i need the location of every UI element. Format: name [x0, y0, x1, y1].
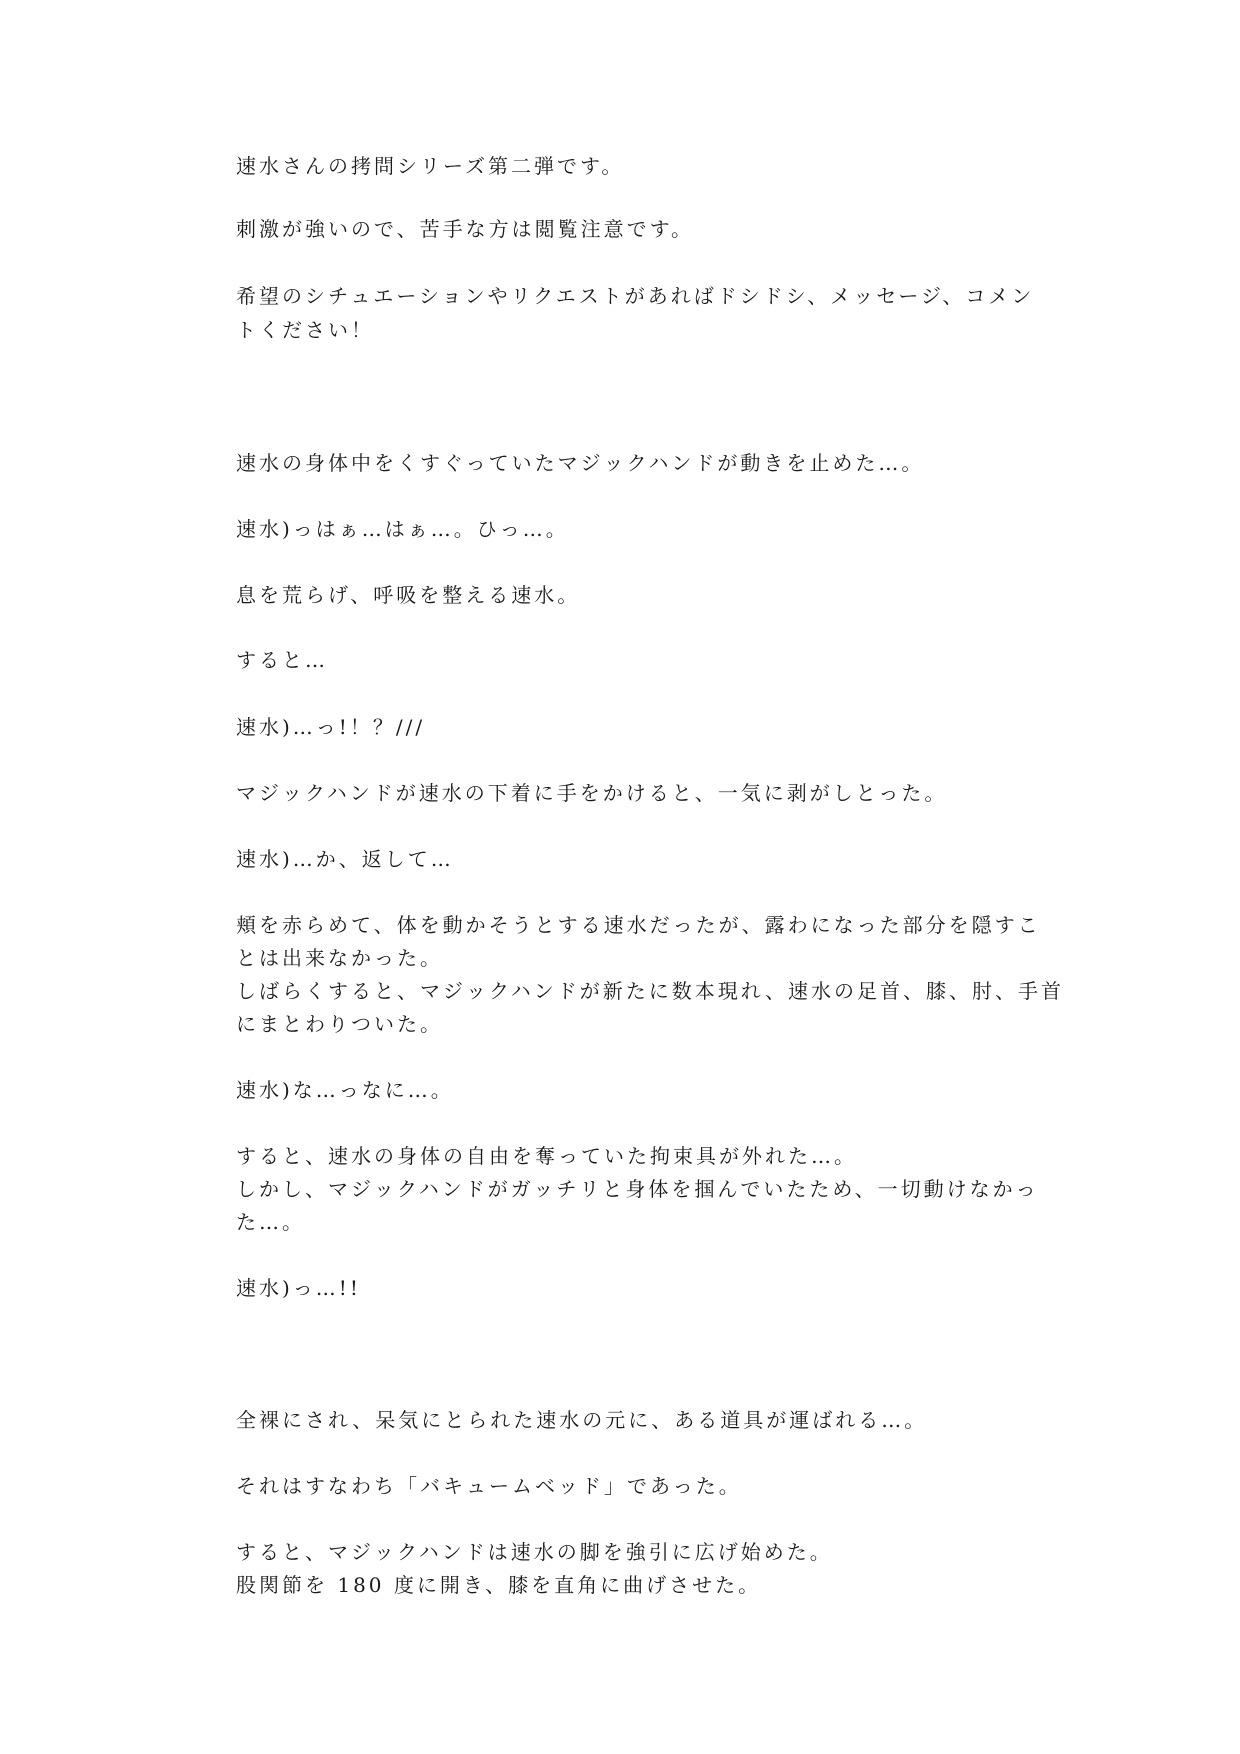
story-line-3: 息を荒らげ、呼吸を整える速水。 [236, 583, 581, 607]
story-line-18: それはすなわち「バキュームベッド」であった。 [236, 1474, 742, 1498]
story-line-8: 頬を赤らめて、体を動かそうとする速水だったが、露わになった部分を隠すこ [236, 913, 1041, 937]
story-line-4: すると… [236, 648, 328, 672]
story-line-13: すると、速水の身体の自由を奪っていた拘束具が外れた…。 [236, 1144, 857, 1168]
intro-line-3: 希望のシチュエーションやリクエストがあればドシドシ、メッセージ、コメン [236, 284, 1035, 308]
story-line-20: 股関節を 180 度に開き、膝を直角に曲げさせた。 [236, 1573, 762, 1597]
story-line-16: 速水)っ…!! [236, 1276, 361, 1300]
story-line-6: マジックハンドが速水の下着に手をかけると、一気に剥がしとった。 [236, 781, 948, 805]
story-line-17: 全裸にされ、呆気にとられた速水の元に、ある道具が運ばれる…。 [236, 1408, 928, 1432]
story-line-2: 速水)っはぁ…はぁ…。ひっ…。 [236, 517, 569, 541]
story-line-1: 速水の身体中をくすぐっていたマジックハンドが動きを止めた…。 [236, 451, 925, 475]
story-line-11: にまとわりついた。 [236, 1012, 443, 1036]
story-line-7: 速水)…か、返して… [236, 847, 454, 871]
story-line-5: 速水)…っ!！？/// [236, 715, 426, 739]
intro-line-4: トください！ [236, 318, 374, 342]
story-line-12: 速水)な…っなに…。 [236, 1078, 454, 1102]
story-line-14: しかし、マジックハンドがガッチリと身体を掴んでいたため、一切動けなかっ [236, 1177, 1039, 1201]
story-line-15: た…。 [236, 1210, 305, 1234]
story-line-19: すると、マジックハンドは速水の脚を強引に広げ始めた。 [236, 1540, 833, 1564]
intro-line-2: 刺激が強いので、苦手な方は閲覧注意です。 [236, 217, 694, 241]
story-line-10: しばらくすると、マジックハンドが新たに数本現れ、速水の足首、膝、肘、手首 [236, 979, 1064, 1003]
intro-line-1: 速水さんの拷問シリーズ第二弾です。 [236, 154, 625, 178]
story-line-9: とは出来なかった。 [236, 946, 443, 970]
